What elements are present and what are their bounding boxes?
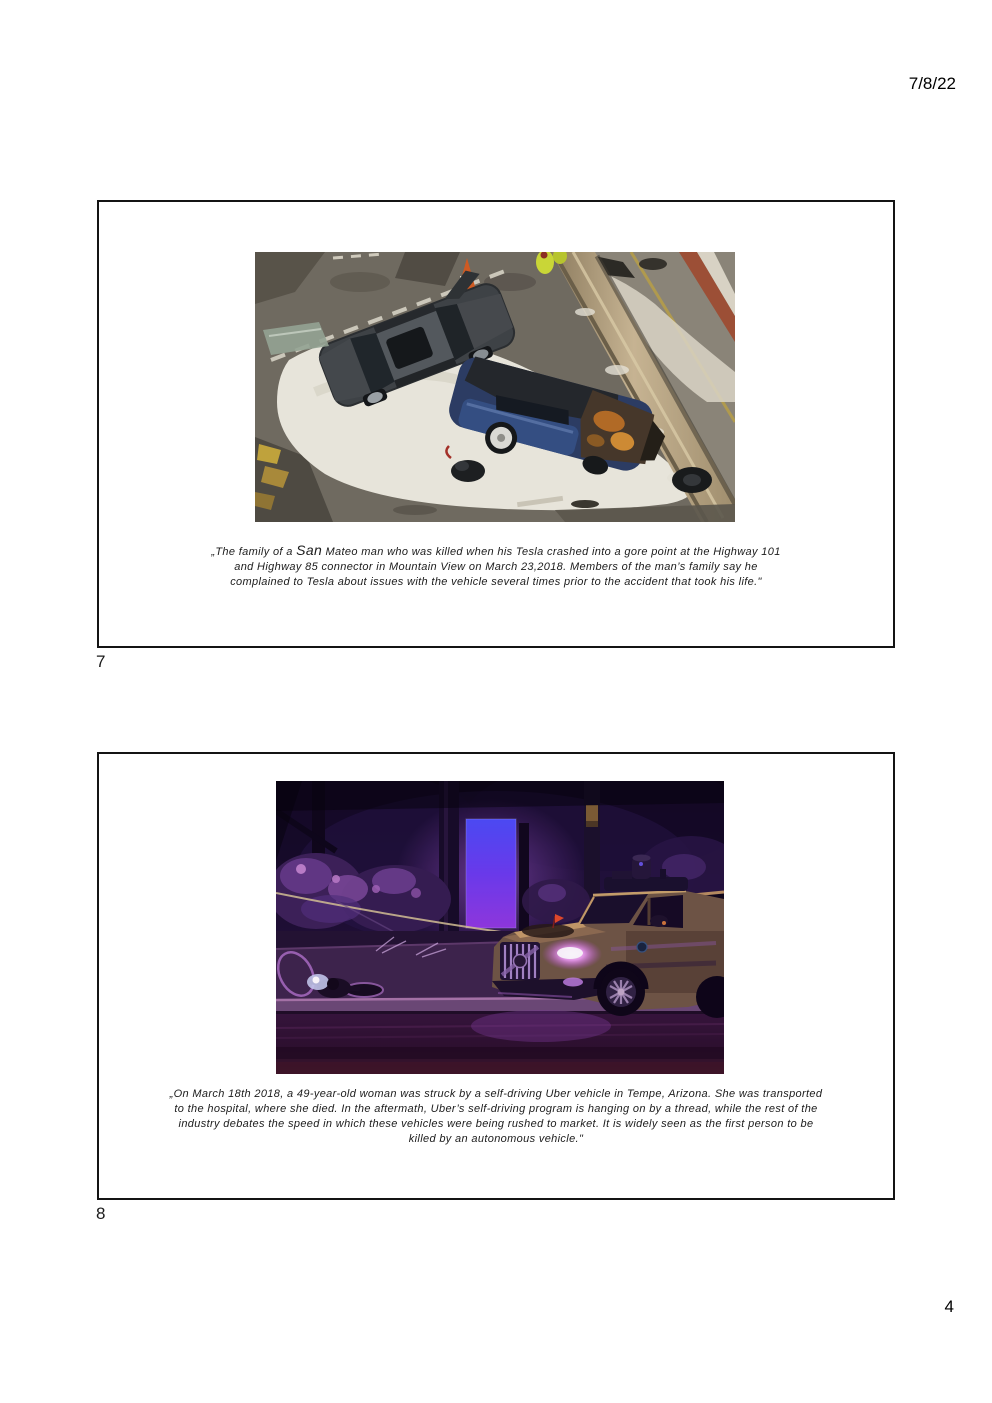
caption-line xyxy=(99,543,893,560)
slide-8-number: 8 xyxy=(96,1204,106,1223)
uber-crash-illustration xyxy=(276,781,724,1074)
slide-7-number: 7 xyxy=(96,652,106,671)
slide-7-frame xyxy=(97,200,895,648)
uber-crash-night-photo xyxy=(276,781,724,1074)
slide-8-caption xyxy=(99,1087,893,1147)
header-date: 7/8/22 xyxy=(908,74,956,93)
caption-line: industry debates the speed in which these vehicles were being rushed to market. It is widely seen as the first person to be xyxy=(178,1118,814,1130)
page-number: 4 xyxy=(944,1297,954,1316)
caption-line: killed by an autonomous vehicle." xyxy=(408,1133,584,1145)
tesla-crash-aerial-photo xyxy=(255,252,735,522)
caption-line: complained to Tesla about issues with the vehicle several times prior to the accident that took his life." xyxy=(230,576,762,588)
caption-line: and Highway 85 connector in Mountain View on March 23,2018. Members of the man’s family say he xyxy=(234,561,758,573)
caption-line: „On March 18th 2018, a 49-year-old woman was struck by a self-driving Uber vehicle in Tempe, Arizona. She was transported xyxy=(169,1088,823,1100)
caption-text: „The family of a xyxy=(211,546,297,558)
slide-8-frame xyxy=(97,752,895,1200)
caption-emphasis: San xyxy=(296,542,323,558)
caption-line: to the hospital, where she died. In the aftermath, Uber’s self-driving program is hanging on by a thread, while the rest of the xyxy=(174,1103,818,1115)
tesla-crash-illustration xyxy=(255,252,735,522)
caption-text: Mateo man who was killed when his Tesla crashed into a gore point at the Highway 101 xyxy=(322,546,781,558)
slide-7-caption xyxy=(99,543,893,590)
